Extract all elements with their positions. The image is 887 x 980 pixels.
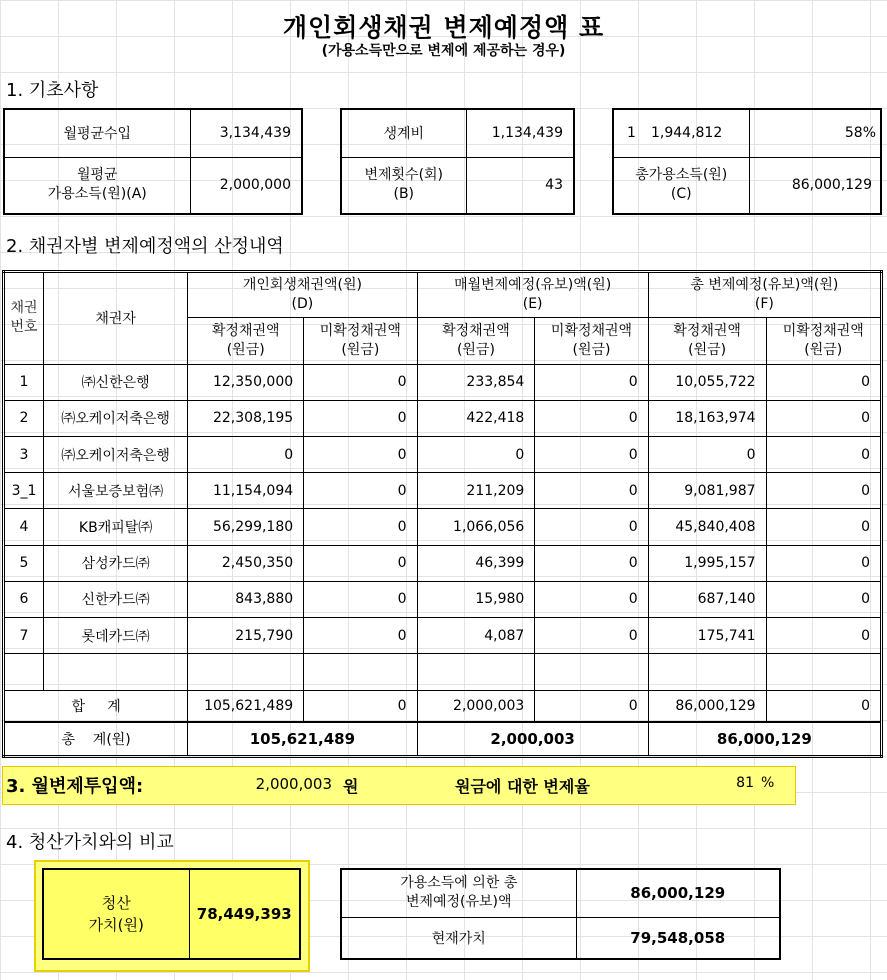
row-d-confirmed: 2,450,350 (188, 545, 304, 581)
header-e-unconfirmed: 미확정채권액 (원금) (535, 318, 648, 364)
row-e-unconfirmed: 0 (535, 581, 648, 617)
table-row (4, 581, 882, 617)
row-f-confirmed (648, 654, 766, 690)
total-label: 총 계(원) (4, 722, 188, 756)
row-d-confirmed: 843,880 (188, 581, 304, 617)
header-creditor: 채권자 (43, 272, 187, 365)
table-row (4, 437, 882, 473)
row-d-unconfirmed: 0 (304, 618, 417, 654)
table-row (4, 400, 882, 436)
total-e: 2,000,003 (417, 722, 648, 756)
total-d: 105,621,489 (188, 722, 417, 756)
repayment-count-value: 43 (466, 157, 574, 214)
row-f-confirmed: 0 (648, 437, 766, 473)
row-e-unconfirmed: 0 (535, 400, 648, 436)
total-row1-c: 58% (749, 109, 881, 157)
repayment-count-label: 변제횟수(회) (B) (341, 157, 466, 214)
subtotal-e-unconfirmed: 0 (535, 690, 648, 722)
row-creditor: 신한카드㈜ (43, 581, 187, 617)
row-f-confirmed: 10,055,722 (648, 364, 766, 400)
total-income-label: 총가용소득(원) (C) (613, 157, 749, 214)
row-creditor: ㈜신한은행 (43, 364, 187, 400)
row-d-confirmed: 12,350,000 (188, 364, 304, 400)
row-f-unconfirmed: 0 (766, 364, 881, 400)
row-d-confirmed: 56,299,180 (188, 509, 304, 545)
header-group-e: 매월변제예정(유보)액(원) (E) (417, 272, 648, 318)
header-d-unconfirmed: 미확정채권액 (원금) (304, 318, 417, 364)
row-e-confirmed: 211,209 (417, 473, 535, 509)
row-e-confirmed: 422,418 (417, 400, 535, 436)
liquidation-box (42, 868, 301, 960)
page-title: 개인회생채권 변제예정액 표 (282, 13, 605, 42)
row-d-unconfirmed (304, 654, 417, 690)
table-row-empty (4, 654, 882, 690)
row-e-unconfirmed: 0 (535, 618, 648, 654)
table-row (4, 364, 882, 400)
header-e-confirmed: 확정채권액 (원금) (417, 318, 535, 364)
living-cost-value: 1,134,439 (466, 109, 574, 157)
section1-heading: 1. 기초사항 (6, 80, 99, 101)
total-row1-a: 1 (613, 109, 649, 157)
total-row1-b: 1,944,812 (649, 109, 749, 157)
monthly-payment-label: 3. 월변제투입액: (6, 776, 144, 797)
comparison-box (340, 868, 781, 960)
comparison-value-1: 86,000,129 (576, 869, 780, 917)
row-d-unconfirmed: 0 (304, 400, 417, 436)
row-e-confirmed: 46,399 (417, 545, 535, 581)
row-d-unconfirmed: 0 (304, 364, 417, 400)
page-subtitle: (가용소득만으로 변제에 제공하는 경우) (321, 43, 566, 59)
header-f-confirmed: 확정채권액 (원금) (648, 318, 766, 364)
row-creditor: ㈜오케이저축은행 (43, 437, 187, 473)
section2-heading: 2. 채권자별 변제예정액의 산정내역 (6, 236, 284, 257)
row-d-unconfirmed: 0 (304, 437, 417, 473)
row-no: 3 (4, 437, 44, 473)
row-f-confirmed: 9,081,987 (648, 473, 766, 509)
row-e-confirmed: 1,066,056 (417, 509, 535, 545)
row-d-confirmed (188, 654, 304, 690)
row-e-unconfirmed: 0 (535, 437, 648, 473)
row-no (4, 654, 44, 690)
header-creditor-no: 채권 번호 (4, 272, 44, 365)
row-creditor: KB캐피탈㈜ (43, 509, 187, 545)
disposable-income-label: 월평균 가용소득(원)(A) (4, 157, 190, 214)
row-d-unconfirmed: 0 (304, 509, 417, 545)
row-f-unconfirmed: 0 (766, 618, 881, 654)
row-d-confirmed: 215,790 (188, 618, 304, 654)
row-f-unconfirmed: 0 (766, 400, 881, 436)
comparison-label-1: 가용소득에 의한 총 변제예정(유보)액 (341, 869, 576, 917)
row-no: 2 (4, 400, 44, 436)
subtotal-e-confirmed: 2,000,003 (417, 690, 535, 722)
row-f-confirmed: 1,995,157 (648, 545, 766, 581)
basic-box-living (340, 108, 575, 215)
row-creditor: 삼성카드㈜ (43, 545, 187, 581)
row-d-confirmed: 0 (188, 437, 304, 473)
row-d-unconfirmed: 0 (304, 473, 417, 509)
liquidation-label: 청산 가치(원) (43, 869, 189, 959)
total-f: 86,000,129 (648, 722, 881, 756)
row-f-unconfirmed: 0 (766, 545, 881, 581)
row-d-unconfirmed: 0 (304, 545, 417, 581)
monthly-payment-unit: 원 (343, 777, 359, 796)
monthly-payment-amount: 2,000,003 (255, 775, 332, 793)
subtotal-label: 합 계 (4, 690, 188, 722)
row-f-confirmed: 45,840,408 (648, 509, 766, 545)
principal-ratio-label: 원금에 대한 변제율 (455, 777, 590, 796)
header-group-f: 총 변제예정(유보)액(원) (F) (648, 272, 881, 318)
table-row (4, 509, 882, 545)
row-creditor: 롯데카드㈜ (43, 618, 187, 654)
row-f-confirmed: 687,140 (648, 581, 766, 617)
table-row (4, 545, 882, 581)
row-creditor (43, 654, 187, 690)
principal-ratio-value: 81 (736, 775, 754, 791)
row-no: 4 (4, 509, 44, 545)
row-e-confirmed: 15,980 (417, 581, 535, 617)
row-creditor: 서울보증보험㈜ (43, 473, 187, 509)
row-d-confirmed: 11,154,094 (188, 473, 304, 509)
total-income-value: 86,000,129 (749, 157, 881, 214)
row-e-unconfirmed: 0 (535, 364, 648, 400)
monthly-income-label: 월평균수입 (4, 109, 190, 157)
subtotal-f-unconfirmed: 0 (766, 690, 881, 722)
header-d-confirmed: 확정채권액 (원금) (188, 318, 304, 364)
comparison-label-2: 현재가치 (341, 917, 576, 959)
table-row (4, 473, 882, 509)
row-e-confirmed: 4,087 (417, 618, 535, 654)
row-no: 1 (4, 364, 44, 400)
principal-ratio-unit: % (761, 775, 775, 791)
row-creditor: ㈜오케이저축은행 (43, 400, 187, 436)
subtotal-d-unconfirmed: 0 (304, 690, 417, 722)
subtotal-d-confirmed: 105,621,489 (188, 690, 304, 722)
liquidation-value: 78,449,393 (189, 869, 300, 959)
row-d-confirmed: 22,308,195 (188, 400, 304, 436)
row-e-unconfirmed: 0 (535, 473, 648, 509)
row-f-unconfirmed: 0 (766, 473, 881, 509)
row-f-unconfirmed: 0 (766, 509, 881, 545)
row-no: 6 (4, 581, 44, 617)
creditor-table (2, 270, 883, 758)
monthly-income-value: 3,134,439 (190, 109, 302, 157)
basic-box-total (612, 108, 882, 215)
total-row (4, 722, 882, 756)
subtotal-row (4, 690, 882, 722)
living-cost-label: 생계비 (341, 109, 466, 157)
row-e-confirmed (417, 654, 535, 690)
table-row (4, 618, 882, 654)
row-e-unconfirmed: 0 (535, 545, 648, 581)
row-f-confirmed: 175,741 (648, 618, 766, 654)
row-f-unconfirmed (766, 654, 881, 690)
header-group-d: 개인회생채권액(원) (D) (188, 272, 417, 318)
row-no: 5 (4, 545, 44, 581)
row-d-unconfirmed: 0 (304, 581, 417, 617)
section4-heading: 4. 청산가치와의 비교 (6, 832, 174, 853)
row-e-confirmed: 0 (417, 437, 535, 473)
basic-box-income (3, 108, 303, 215)
row-f-unconfirmed: 0 (766, 581, 881, 617)
row-e-unconfirmed: 0 (535, 509, 648, 545)
row-f-confirmed: 18,163,974 (648, 400, 766, 436)
row-e-unconfirmed (535, 654, 648, 690)
disposable-income-value: 2,000,000 (190, 157, 302, 214)
row-e-confirmed: 233,854 (417, 364, 535, 400)
row-no: 7 (4, 618, 44, 654)
header-f-unconfirmed: 미확정채권액 (원금) (766, 318, 881, 364)
subtotal-f-confirmed: 86,000,129 (648, 690, 766, 722)
comparison-value-2: 79,548,058 (576, 917, 780, 959)
row-no: 3_1 (4, 473, 44, 509)
row-f-unconfirmed: 0 (766, 437, 881, 473)
